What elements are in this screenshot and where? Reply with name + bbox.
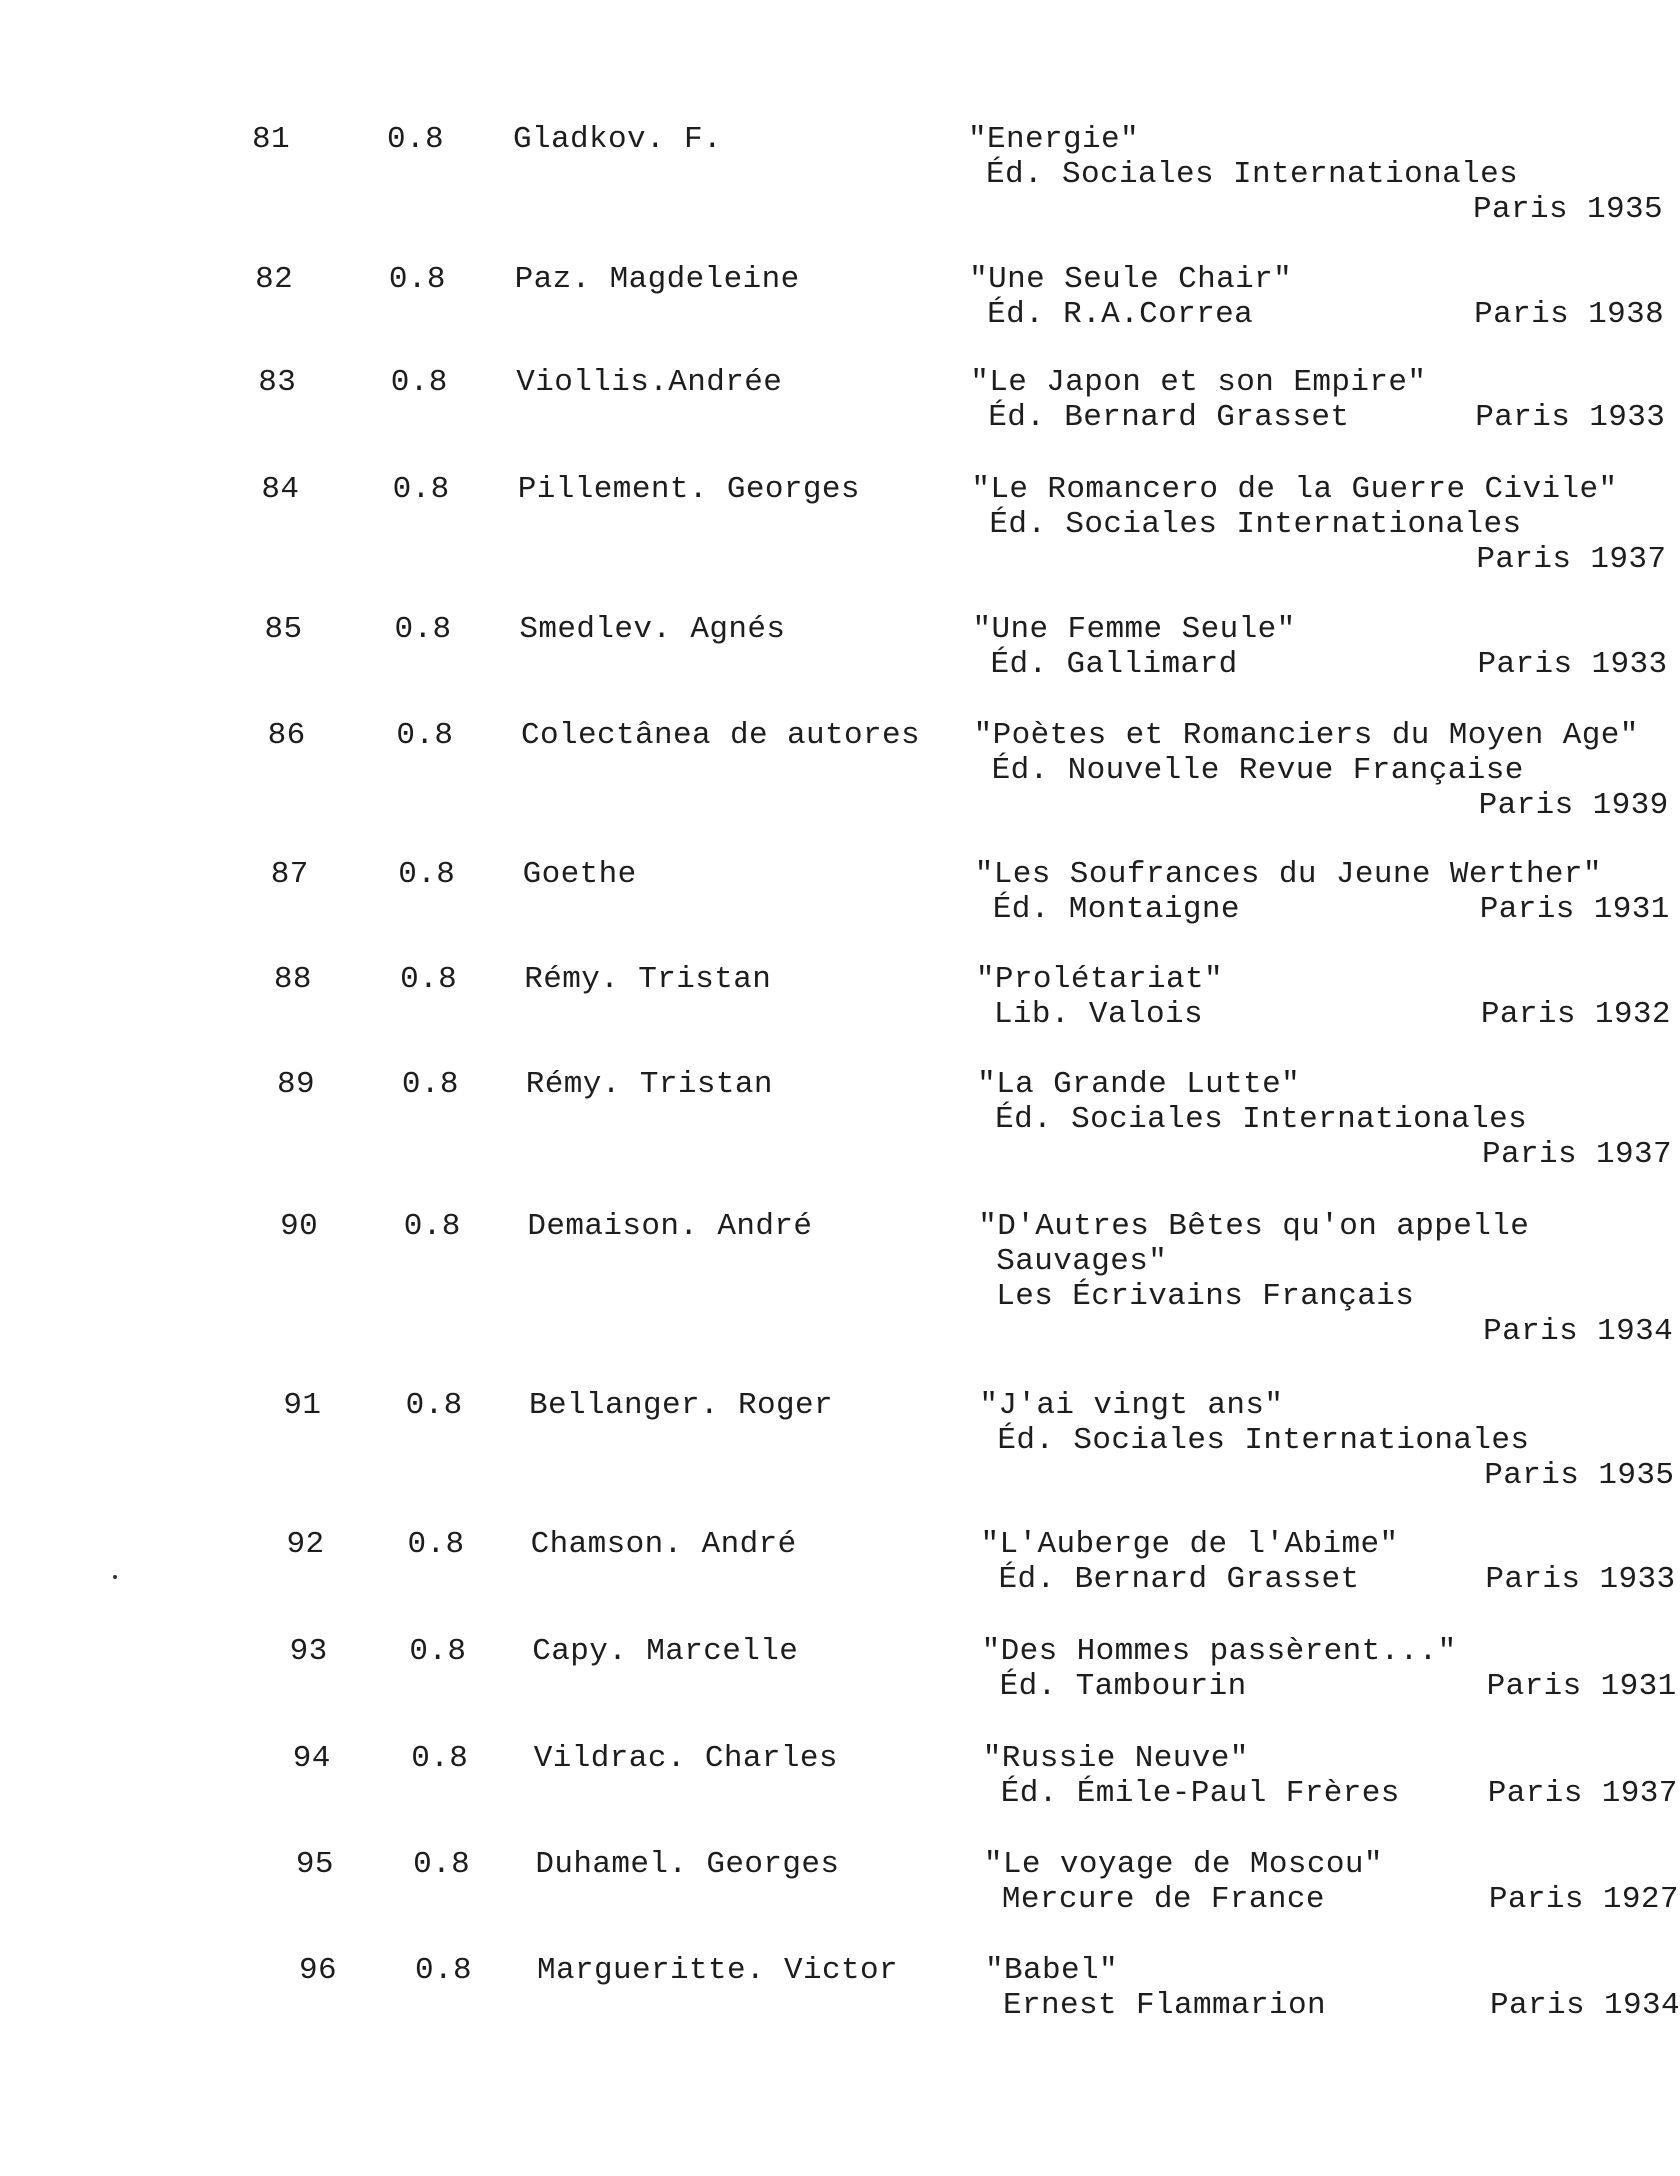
entry-reference [968, 122, 1663, 227]
entry-value: 0.8 [409, 1634, 467, 1669]
entry-place-year: Paris 1938 [1474, 297, 1665, 332]
entry-place-year: Paris 1933 [1485, 1562, 1676, 1597]
entry-publisher: Éd. Sociales Internationales [995, 1102, 1528, 1137]
entry-reference [980, 1527, 1675, 1597]
entry-place-year: Paris 1934 [1483, 1314, 1674, 1349]
entry-place-year: Paris 1939 [1478, 788, 1669, 823]
entry-place-year: Paris 1927 [1488, 1882, 1679, 1917]
entry-publisher-line [969, 297, 1664, 332]
entry-value: 0.8 [387, 122, 445, 157]
entry-publisher-line [970, 400, 1665, 435]
entry-title: "Poètes et Romanciers du Moyen Age" [973, 718, 1639, 753]
entry-value: 0.8 [403, 1209, 461, 1244]
entry-publisher-line [978, 1279, 1673, 1314]
entry-place-year-line [971, 542, 1666, 577]
entry-publisher-line [984, 1882, 1679, 1917]
entry-author: Margueritte. Victor [537, 1953, 899, 1988]
entry-value: 0.8 [405, 1388, 463, 1423]
entry-number: 93 [289, 1634, 328, 1669]
entry-title: "J'ai vingt ans" [979, 1388, 1284, 1423]
entry-place-year: Paris 1931 [1479, 892, 1670, 927]
entry-place-year: Paris 1937 [1482, 1137, 1673, 1172]
entry-title: "Babel" [985, 1953, 1119, 1988]
entry-value: 0.8 [415, 1953, 473, 1988]
entry-author: Paz. Magdeleine [514, 262, 800, 297]
entry-author: Goethe [522, 857, 637, 892]
entry-reference [979, 1388, 1674, 1493]
entry-number: 89 [277, 1067, 316, 1102]
entry-number: 81 [251, 122, 290, 157]
entry-value: 0.8 [398, 857, 456, 892]
entry-author: Colectânea de autores [521, 718, 921, 753]
entry-title: "L'Auberge de l'Abime" [980, 1527, 1399, 1562]
entry-title: "Les Soufrances du Jeune Werther" [974, 857, 1602, 892]
entry-title: "Une Femme Seule" [972, 612, 1296, 647]
entry-publisher-line [983, 1776, 1678, 1811]
entry-reference [970, 365, 1665, 435]
entry-reference [971, 472, 1666, 577]
entry-number: 83 [258, 365, 297, 400]
entry-number: 91 [283, 1388, 322, 1423]
entry-publisher: Mercure de France [1001, 1882, 1325, 1917]
entry-place-year: Paris 1935 [1472, 192, 1663, 227]
entry-value: 0.8 [394, 612, 452, 647]
entry-author: Viollis.Andrée [516, 365, 783, 400]
entry-place-year-line [968, 192, 1663, 227]
entry-title: "Energie" [968, 122, 1140, 157]
entry-publisher: Éd. Émile-Paul Frères [1000, 1776, 1400, 1811]
entry-place-year: Paris 1935 [1484, 1458, 1675, 1493]
entry-number: 96 [298, 1953, 337, 1988]
entry-place-year: Paris 1931 [1486, 1669, 1677, 1704]
entry-value: 0.8 [407, 1527, 465, 1562]
entry-reference [977, 1067, 1672, 1172]
entry-reference [983, 1741, 1678, 1811]
entry-place-year-line [974, 788, 1669, 823]
entry-title: "Une Seule Chair" [969, 262, 1293, 297]
entry-title: "Des Hommes passèrent..." [981, 1634, 1457, 1669]
entry-publisher-line [979, 1423, 1674, 1458]
entry-place-year-line [979, 1458, 1674, 1493]
entry-title: "Le Japon et son Empire" [970, 365, 1427, 400]
entry-publisher: Éd. Gallimard [990, 647, 1238, 682]
entry-reference [975, 857, 1670, 927]
entry-publisher-line [968, 157, 1663, 192]
entry-value: 0.8 [388, 262, 446, 297]
entry-publisher: Éd. Bernard Grasset [988, 400, 1350, 435]
entry-value: 0.8 [396, 718, 454, 753]
entry-author: Duhamel. Georges [535, 1847, 840, 1882]
entry-author: Pillement. Georges [517, 472, 860, 507]
entry-author: Bellanger. Roger [529, 1388, 834, 1423]
entry-place-year: Paris 1933 [1477, 647, 1668, 682]
entry-reference [984, 1847, 1679, 1917]
entry-author: Chamson. André [530, 1527, 797, 1562]
entry-publisher-line [976, 997, 1671, 1032]
entry-title: "La Grande Lutte" [977, 1067, 1301, 1102]
entry-publisher: Éd. R.A.Correa [987, 297, 1254, 332]
entry-author: Vildrac. Charles [533, 1741, 838, 1776]
entry-author: Rémy. Tristan [525, 1067, 773, 1102]
entry-reference [973, 612, 1668, 682]
entry-author: Demaison. André [527, 1209, 813, 1244]
entry-publisher: Éd. Montaigne [992, 892, 1240, 927]
entry-publisher: Éd. Nouvelle Revue Française [991, 753, 1524, 788]
entry-publisher-line [977, 1102, 1672, 1137]
entry-publisher-line [980, 1562, 1675, 1597]
ink-speck [113, 1575, 117, 1579]
entry-author: Smedlev. Agnés [519, 612, 786, 647]
entry-publisher: Éd. Sociales Internationales [997, 1423, 1530, 1458]
entry-value: 0.8 [392, 472, 450, 507]
entry-publisher: Éd. Sociales Internationales [989, 507, 1522, 542]
entry-number: 84 [261, 472, 300, 507]
entry-publisher-line [985, 1988, 1680, 2023]
entry-title: "Le Romancero de la Guerre Civile" [971, 472, 1618, 507]
entry-author: Gladkov. F. [513, 122, 723, 157]
entry-number: 85 [264, 612, 303, 647]
entry-title-continued: Sauvages" [996, 1244, 1168, 1279]
entry-reference [974, 718, 1669, 823]
entry-title: "D'Autres Bêtes qu'on appelle [978, 1209, 1530, 1244]
entry-number: 82 [255, 262, 294, 297]
entry-publisher: Éd. Bernard Grasset [998, 1562, 1360, 1597]
entry-place-year: Paris 1937 [1487, 1776, 1678, 1811]
entry-author: Capy. Marcelle [532, 1634, 799, 1669]
entry-title: "Prolétariat" [975, 962, 1223, 997]
entry-value: 0.8 [413, 1847, 471, 1882]
entry-publisher: Les Écrivains Français [996, 1279, 1415, 1314]
entry-value: 0.8 [390, 365, 448, 400]
entry-reference [976, 962, 1671, 1032]
entry-place-year: Paris 1933 [1475, 400, 1666, 435]
entry-reference [978, 1209, 1673, 1349]
entry-number: 92 [286, 1527, 325, 1562]
entry-place-year-line [978, 1314, 1673, 1349]
entry-title: "Russie Neuve" [982, 1741, 1249, 1776]
entry-place-year: Paris 1932 [1480, 997, 1671, 1032]
entry-publisher: Lib. Valois [993, 997, 1203, 1032]
entry-publisher: Éd. Sociales Internationales [986, 157, 1519, 192]
entry-title: "Le voyage de Moscou" [983, 1847, 1383, 1882]
entry-publisher: Éd. Tambourin [999, 1669, 1247, 1704]
entry-number: 88 [273, 962, 312, 997]
entry-number: 86 [267, 718, 306, 753]
entry-reference [982, 1634, 1677, 1704]
entry-publisher-line [973, 647, 1668, 682]
entry-number: 95 [295, 1847, 334, 1882]
entry-publisher: Ernest Flammarion [1003, 1988, 1327, 2023]
entry-number: 94 [292, 1741, 331, 1776]
entry-publisher-line [975, 892, 1670, 927]
entry-value: 0.8 [401, 1067, 459, 1102]
entry-place-year-line [977, 1137, 1672, 1172]
entry-reference [969, 262, 1664, 332]
entry-publisher-line [982, 1669, 1677, 1704]
entry-author: Rémy. Tristan [524, 962, 772, 997]
entry-value: 0.8 [411, 1741, 469, 1776]
entry-number: 87 [270, 857, 309, 892]
entry-place-year: Paris 1934 [1489, 1988, 1680, 2023]
entry-place-year: Paris 1937 [1476, 542, 1667, 577]
entry-reference [985, 1953, 1680, 2023]
entry-value: 0.8 [400, 962, 458, 997]
entry-publisher-line [974, 753, 1669, 788]
entry-number: 90 [280, 1209, 319, 1244]
entry-publisher-line [971, 507, 1666, 542]
